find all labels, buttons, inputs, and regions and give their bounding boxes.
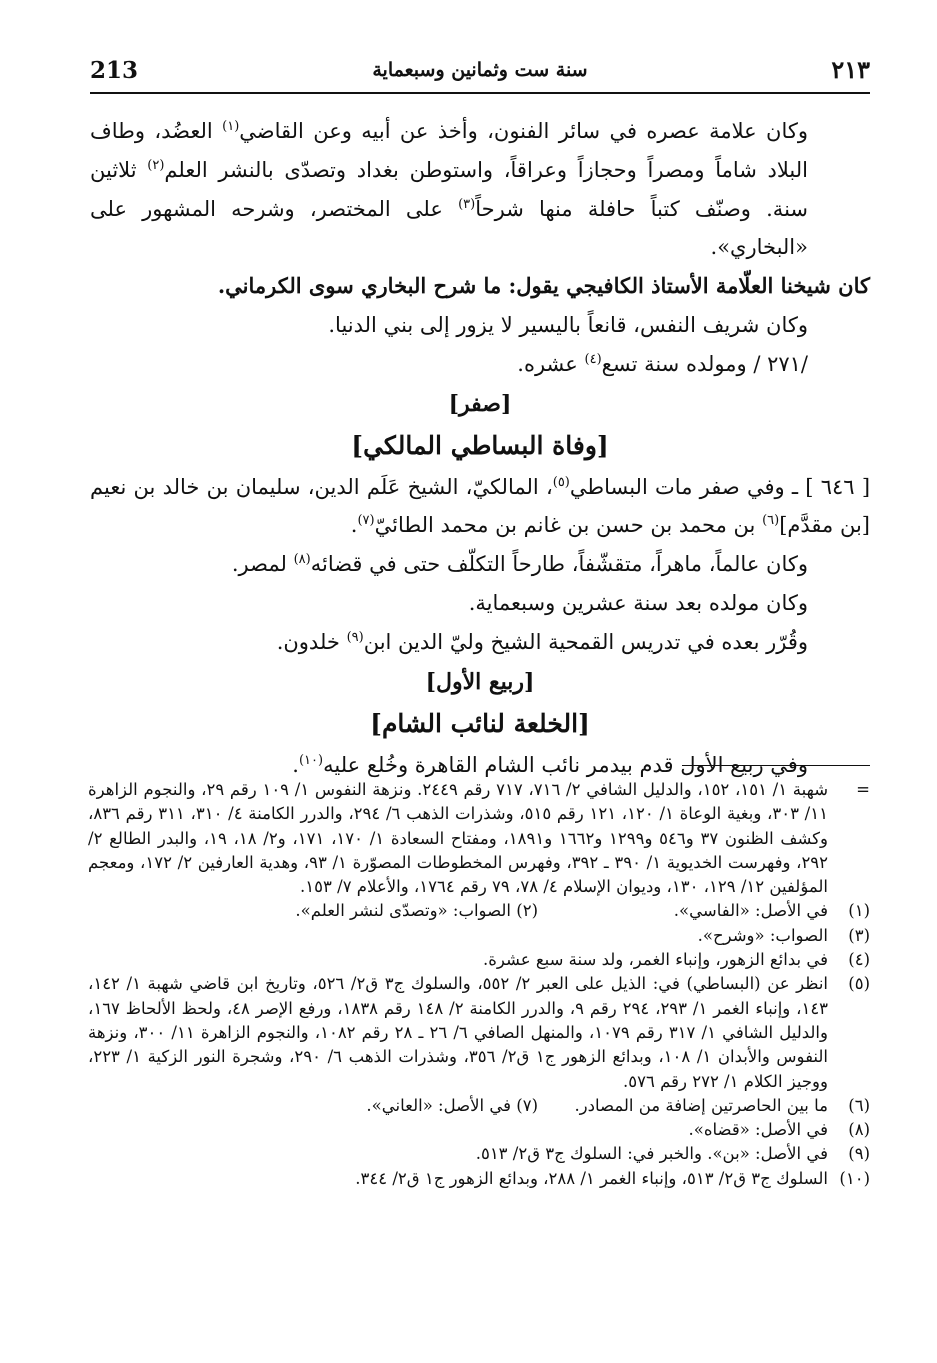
footnote-ref[interactable]: (٨) <box>293 552 311 568</box>
footnote-7-text: (٧) في الأصل: «العاني». <box>366 1095 538 1115</box>
text-span: وقُرّر بعده في تدريس القمحية الشيخ وليّ الدين ابن <box>363 629 808 654</box>
paragraph-scholar-bio <box>90 112 870 267</box>
page-number-arabic: ٢١٣ <box>831 55 870 84</box>
manuscript-page-marker: / ٢٧١/ <box>753 351 808 376</box>
text-span: ومولده سنة تسع <box>601 351 747 376</box>
footnote-9 <box>88 1142 870 1166</box>
text-span: عشره. <box>517 351 578 376</box>
text-span: العضُد، وطاف البلاد شاماً ومصراً وحجازاً وعراقاً، واستوطن بغداد وتصدّى بالنشر العلم <box>90 119 808 182</box>
text-span: ثلاثين سنة. وصنّف كتباً حافلة منها شرحاً <box>90 157 808 221</box>
footnote-ref[interactable]: (٩) <box>346 629 364 645</box>
footnote-ref[interactable]: (٦) <box>762 513 780 529</box>
footnote-ref[interactable]: (٣) <box>458 196 476 212</box>
paragraph-birth-year: وكان مولده بعد سنة عشرين وسبعماية. <box>468 590 808 615</box>
footnote-text: في بدائع الزهور، وإنباء الغمر، ولد سنة سبع عشرة. <box>483 950 828 970</box>
footnote-1-2 <box>88 899 870 923</box>
footnote-2-text: (٢) الصواب: «وتصدّى لنشر العلم». <box>295 901 538 921</box>
footnote-6-text: ما بين الحاصرتين إضافة من المصادر. <box>574 1095 828 1115</box>
footnote-5 <box>88 972 870 1093</box>
footnote-8 <box>88 1118 870 1142</box>
footnote-ref[interactable]: (٢) <box>147 157 165 173</box>
entry-number: [ ٦٤٦ ] ـ <box>791 474 871 499</box>
text-span: بن محمد بن حسن بن غانم بن محمد الطائيّ <box>374 513 756 538</box>
paragraph-birth <box>90 345 870 384</box>
page-number-latin: 213 <box>90 57 139 84</box>
footnote-divider <box>682 765 870 766</box>
header-divider <box>90 92 870 94</box>
footnote-ref[interactable]: (٧) <box>357 513 375 529</box>
footnote-text: شهبة ١/ ١٥١، ١٥٢، والدليل الشافي ٢/ ٧١٦، ٧١٧ رقم ٢٤٤٩. ونزهة النفوس ١/ ١٠٩ رقم ٢٩، والنجوم الزاهرة ١١/ ٣٠٣، وبغية الوعاة ١/ ١٢٠، ١٢١ رقم ٥١٥، وشذرات الذهب ٦/ ٢٩٤، والدرر الكامنة ٤/ ٣١٠، ٣١١ رقم ٨٣٦، وكشف الظنون ٣٧ و٥٤٦ و١٢٩٩ و١٦٦٢ و١٨٩١، ومفتاح السعادة ١/ ١٧٠، ١٧١، و٢/ ١٨، ١٩، والبدر الطالع ٢/ ٢٩٢، وفهرست الخديوية ١/ ٣٩٠ ـ ٣٩٢، وفهرس المخطوطات المصوّرة ١/ ٩٣، وهدية العارفين ٢/ ١٧٢، ومعجم المؤلفين ١٢/ ١٢٩، ١٣٠، وديوان الإسلام ٤/ ٧٨، ٧٩ رقم ١٧٦٤، والأعلام ٧/ ١٥٣. <box>88 780 829 897</box>
footnote-number: (٤) <box>848 950 870 970</box>
text-span: . <box>350 513 358 538</box>
footnote-number: (١) <box>848 901 870 921</box>
footnote-10 <box>88 1167 870 1191</box>
heading-robe-governor: [الخلعة لنائب الشام] <box>370 708 590 738</box>
text-span: وكان علامة عصره في سائر الفنون، وأخذ عن أبيه وعن القاضي <box>239 119 808 143</box>
footnote-ref[interactable]: (١٠) <box>298 752 324 768</box>
running-header <box>90 55 870 91</box>
running-title: سنة ست وثمانين وسبعماية <box>372 59 588 81</box>
footnote-6-7 <box>88 1094 870 1118</box>
footnote-ref[interactable]: (١) <box>222 119 240 134</box>
entry-646 <box>90 468 870 546</box>
footnote-number: (٣) <box>848 925 870 945</box>
continuation-marker: = <box>856 780 870 799</box>
text-span: وكان عالماً، ماهراً، متقشّفاً، طارحاً التكلّف حتى في قضائه <box>310 552 808 577</box>
footnote-3 <box>88 924 870 948</box>
footnote-number: (٥) <box>848 974 870 994</box>
footnote-continuation <box>88 778 870 899</box>
heading-death-basati: [وفاة البساطي المالكي] <box>351 430 609 460</box>
text-span: وفي ربيع الأول قدم بيدمر نائب الشام القاهرة وخُلع عليه <box>323 752 808 777</box>
paragraph-description <box>90 545 870 584</box>
text-span: ، المالكيّ، الشيخ عَلَم الدين، سليمان بن خالد بن نعيم [بن مقدَّم] <box>90 474 870 538</box>
paragraph-character: وكان شريف النفس، قانعاً باليسير لا يزور إلى بني الدنيا. <box>328 312 808 337</box>
footnote-number: (٨) <box>848 1120 870 1140</box>
footnote-text: الصواب: «وشرح». <box>697 925 828 945</box>
paragraph-kafiji-quote: كان شيخنا العلّامة الأستاذ الكافيجي يقول: ما شرح البخاري سوى الكرماني. <box>217 273 870 299</box>
footnote-number: (١٠) <box>839 1168 870 1188</box>
paragraph-successor <box>90 623 870 662</box>
footnote-ref[interactable]: (٤) <box>584 351 602 367</box>
text-span: . <box>292 752 299 777</box>
footnote-text: انظر عن (البساطي) في: الذيل على العبر ٢/ ٥٥٢، والسلوك ج٣ ق٢/ ٥٢٦، وتاريخ ابن قاضي شهبة ١/ ١٤٢، ١٤٣، وإنباء الغمر ١/ ٢٩٣، ٢٩٤ رقم ٩، والدرر الكامنة ٢/ ١٤٨ رقم ١٨٣٨، ورفع الإصر ٤٨، ولحظ الألحاظ ١٦٧، والدليل الشافي ١/ ٣١٧ رقم ١٠٧٩، والمنهل الصافي ٦/ ٢٦ ـ ٢٨ رقم ١٠٨٢، والنجوم الزاهرة ١١/ ٣٠٠، ونزهة النفوس والأبدان ١/ ١٠٨، وبدائع الزهور ج١ ق٢/ ٣٥٦، وشذرات الذهب ٦/ ٢٩٠، وشجرة النور الزكية ١/ ٢٢٣، ووجيز الكلام ١/ ٢٧٢ رقم ٥٧٦. <box>88 974 829 1091</box>
footnotes <box>88 778 870 1191</box>
footnote-text: السلوك ج٣ ق٢/ ٥١٣، وإنباء الغمر ١/ ٢٨٨، وبدائع الزهور ج١ ق٢/ ٣٤٤. <box>355 1168 828 1188</box>
text-span: وفي صفر مات البساطي <box>569 474 785 499</box>
footnote-text: في الأصل: «بن». والخبر في: السلوك ج٣ ق٢/ ٥١٣. <box>475 1144 828 1164</box>
footnote-4 <box>88 948 870 972</box>
main-text <box>90 112 870 784</box>
heading-month-rabi-awwal: [ربيع الأول] <box>425 668 535 695</box>
footnote-number: (٩) <box>848 1144 870 1164</box>
text-span: خلدون. <box>276 629 340 654</box>
footnote-ref[interactable]: (٥) <box>552 474 570 490</box>
heading-month-safar: [صفر] <box>448 390 512 417</box>
footnote-number: (٦) <box>848 1095 870 1115</box>
footnote-1-text: في الأصل: «الفاسي». <box>673 901 828 921</box>
footnote-text: في الأصل: «قضاه». <box>688 1120 828 1140</box>
text-span: على المختصر، وشرحه المشهور على «البخاري». <box>90 196 808 260</box>
text-span: لمصر. <box>231 552 287 577</box>
